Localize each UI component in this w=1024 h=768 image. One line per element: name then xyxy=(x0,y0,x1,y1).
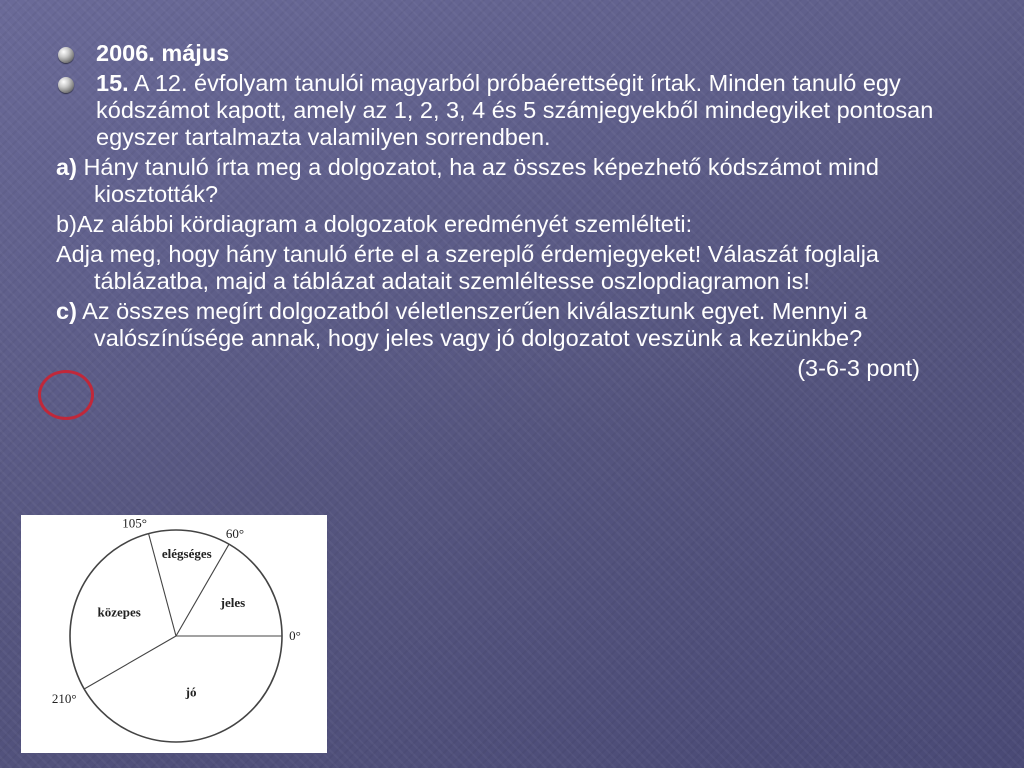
part-a-text: Hány tanuló írta meg a dolgozatot, ha az összes képezhető kódszámot mind kiosztották? xyxy=(83,154,879,207)
part-c-label: c) xyxy=(56,298,77,324)
part-b-text: b)Az alábbi kördiagram a dolgozatok eredményét szemlélteti: xyxy=(56,211,693,237)
bullet-icon xyxy=(58,47,74,63)
pie-slice-label: elégséges xyxy=(161,546,212,562)
pie-chart-svg xyxy=(21,515,327,753)
pie-degree-label: 60° xyxy=(225,526,245,542)
part-c xyxy=(56,298,956,352)
problem-intro: A 12. évfolyam tanulói magyarból próbaérettségit írtak. Minden tanuló egy kódszámot kapott, amely az 1, 2, 3, 4 és 5 számjegyekből mindegyiket pontosan egyszer tartalmazta valamilyen sorrendben. xyxy=(96,70,934,150)
slide-content xyxy=(56,40,956,406)
part-c-text: Az összes megírt dolgozatból véletlenszerűen kiválasztunk egyet. Mennyi a valószínűsége annak, hogy jeles vagy jó dolgozatot veszünk a kezünkbe? xyxy=(82,298,868,351)
pie-degree-label: 0° xyxy=(289,628,301,643)
part-b-task-text: Adja meg, hogy hány tanuló érte el a szereplő érdemjegyeket! Válaszát foglalja táblázatba, majd a táblázat adatait szemléltesse oszlopdiagramon is! xyxy=(56,241,879,294)
score-line xyxy=(56,355,956,382)
part-a-label: a) xyxy=(56,154,77,180)
pie-slice-label: közepes xyxy=(97,604,141,620)
bullet-date xyxy=(56,40,956,67)
pie-degree-label: 210° xyxy=(51,691,77,706)
exam-date: 2006. május xyxy=(96,40,230,66)
problem-number: 15. xyxy=(96,70,129,96)
part-a xyxy=(56,154,956,208)
bullet-icon xyxy=(58,77,74,93)
pie-chart xyxy=(21,515,327,753)
pie-slice-label: jeles xyxy=(220,595,246,611)
score: (3-6-3 pont) xyxy=(797,355,920,381)
bullet-problem xyxy=(56,70,956,151)
pie-slice-label: jó xyxy=(185,684,197,700)
part-b-task xyxy=(56,241,956,295)
annotation-circle xyxy=(38,370,94,420)
part-b xyxy=(56,211,956,238)
pie-degree-label: 105° xyxy=(122,515,147,531)
